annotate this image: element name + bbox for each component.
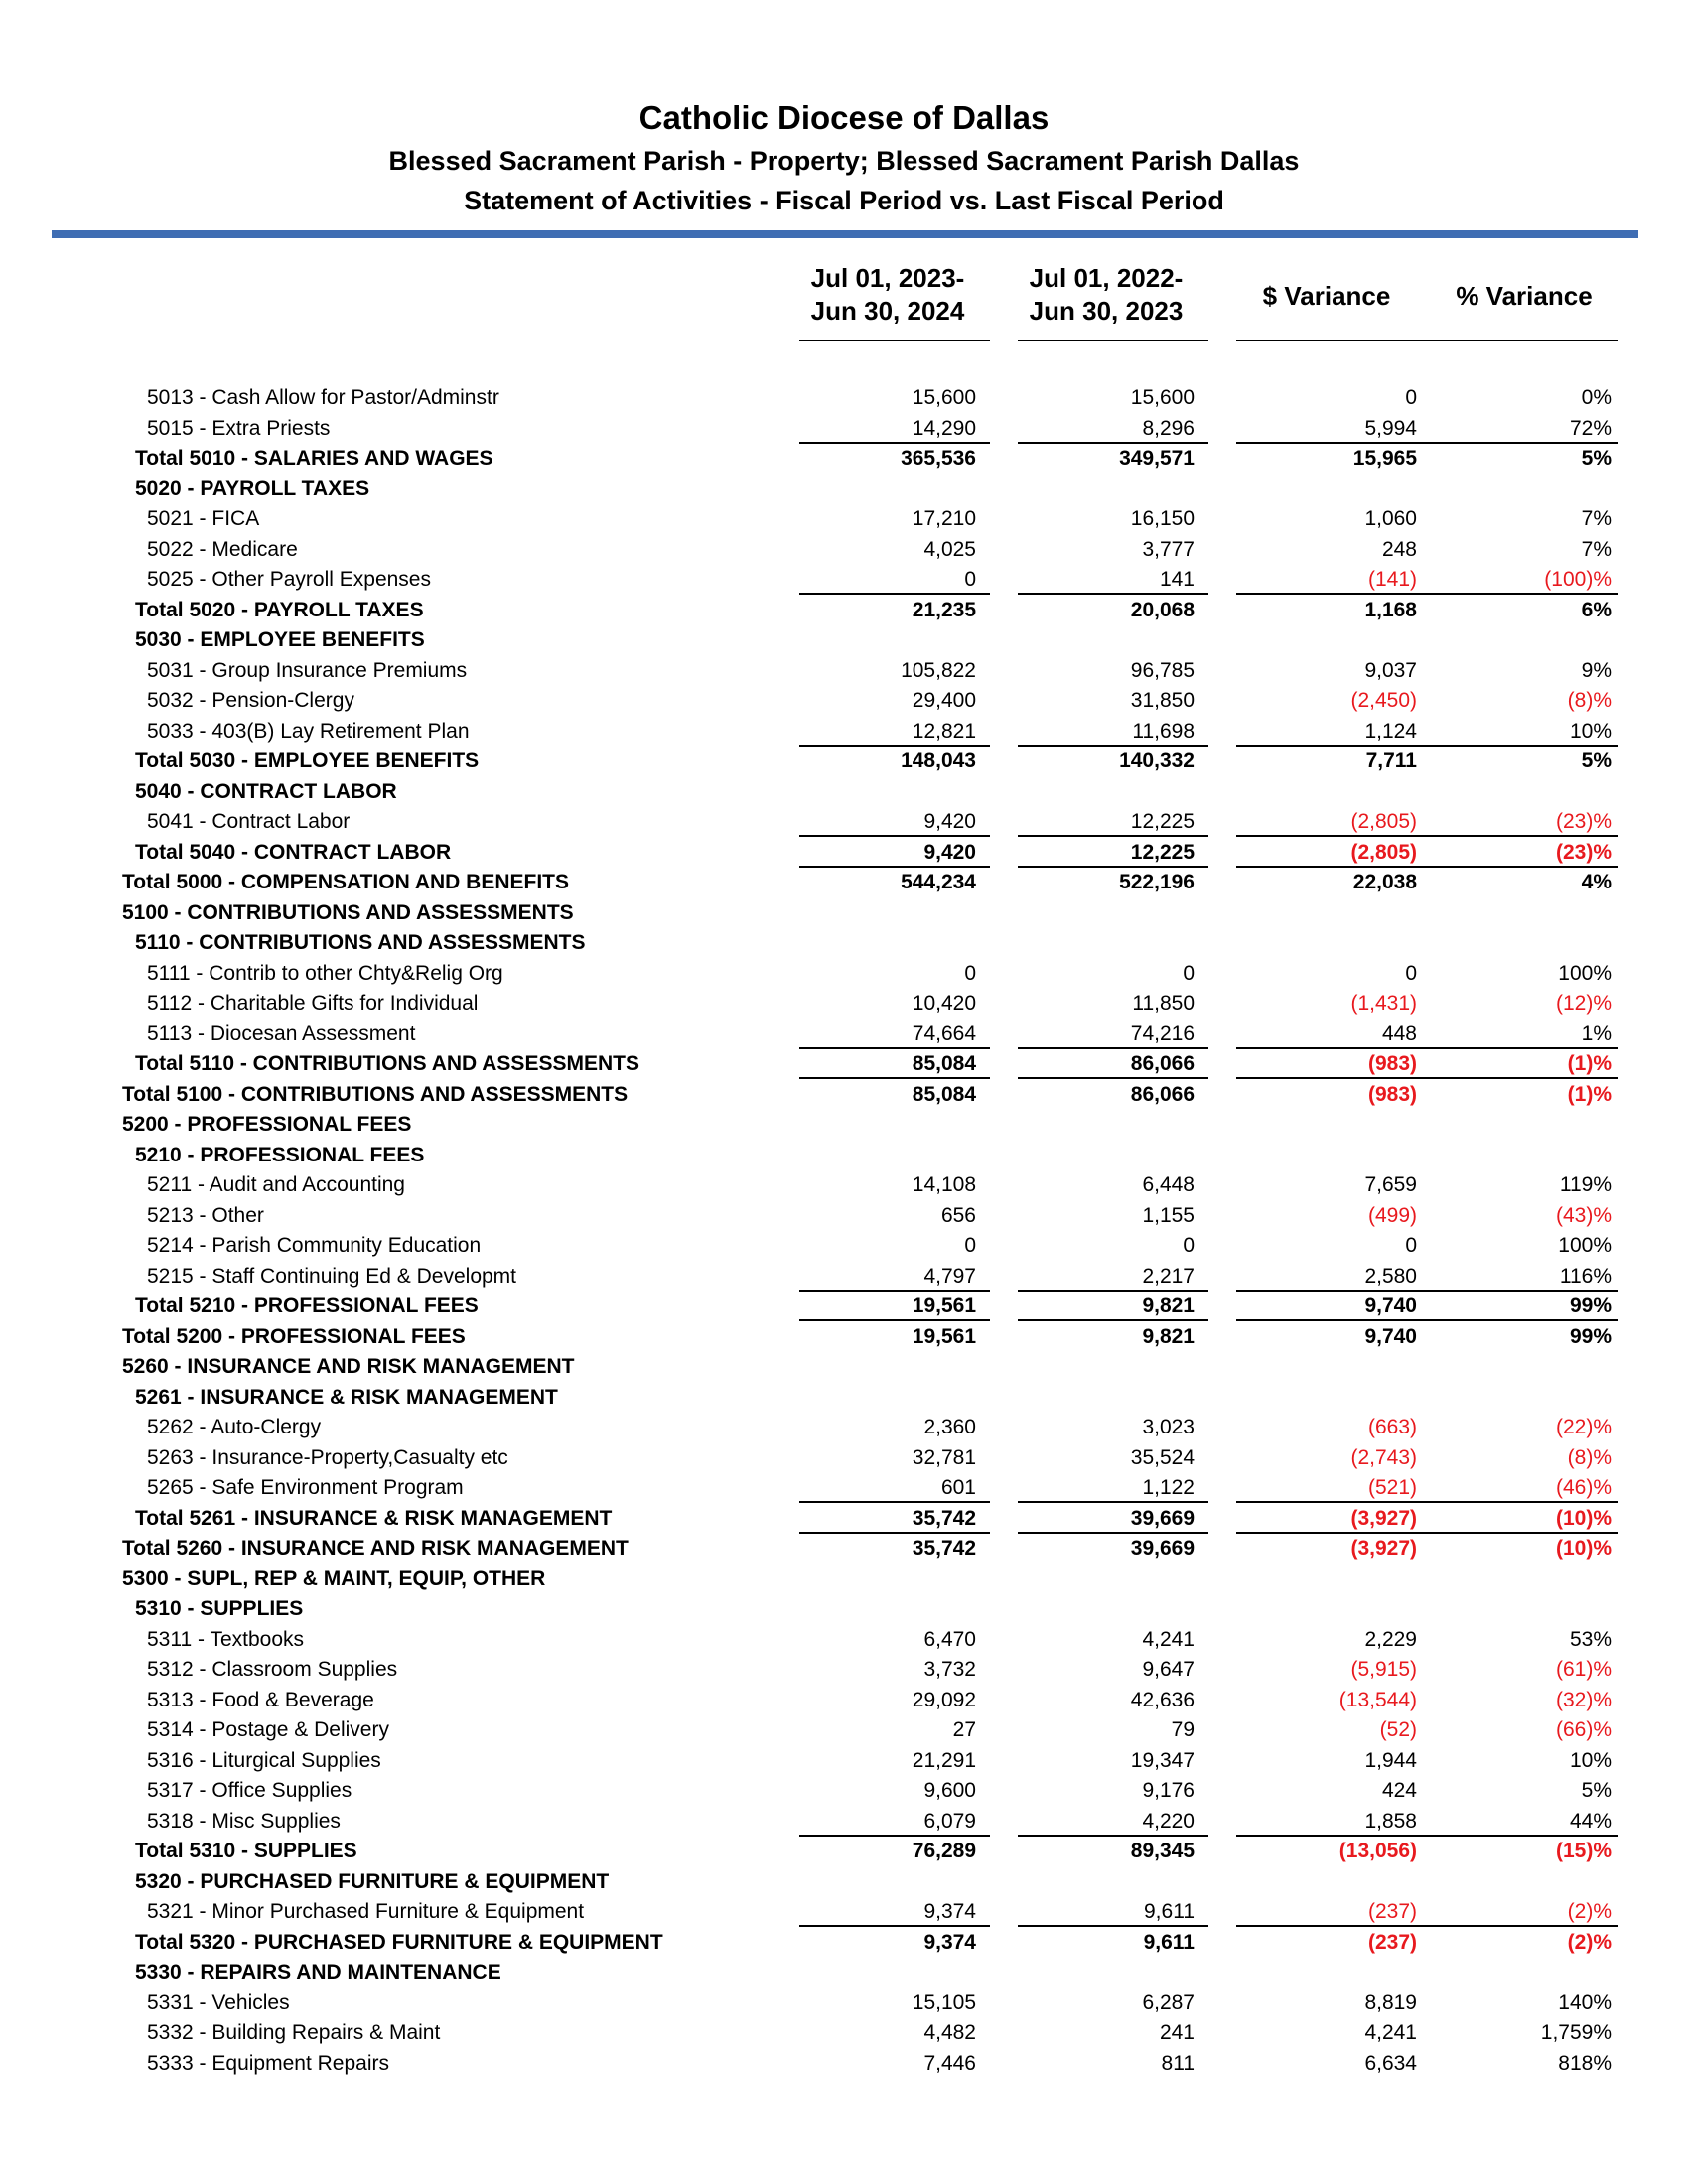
total-row: [0, 1504, 1688, 1535]
section-header-row: [0, 625, 1688, 656]
current-amount: 15,105: [912, 1990, 976, 2014]
prior-amount: 79: [1171, 1718, 1195, 1741]
row-label: 5215 - Staff Continuing Ed & Developmt: [147, 1264, 517, 1288]
pct-variance: (43)%: [1555, 1203, 1612, 1227]
dollar-variance: 22,038: [1352, 871, 1417, 893]
prior-amount: 86,066: [1130, 1052, 1195, 1075]
row-label: 5013 - Cash Allow for Pastor/Adminstr: [147, 386, 499, 409]
pct-variance: 7%: [1581, 507, 1612, 530]
pct-variance: (10)%: [1555, 1506, 1612, 1530]
dollar-variance: (1,431): [1350, 992, 1417, 1015]
pct-variance: (66)%: [1555, 1718, 1612, 1741]
dollar-variance: 9,037: [1364, 658, 1417, 682]
row-label: 5316 - Liturgical Supplies: [147, 1748, 381, 1772]
pct-variance: 99%: [1569, 1324, 1612, 1348]
dollar-variance: 6,634: [1364, 2051, 1417, 2075]
total-row: [0, 868, 1688, 898]
prior-amount: 1,155: [1142, 1203, 1195, 1227]
dollar-variance: (521): [1367, 1476, 1417, 1499]
pct-variance: 1,759%: [1540, 2021, 1612, 2044]
dollar-variance: 1,124: [1364, 719, 1417, 743]
current-amount: 35,742: [912, 1506, 976, 1530]
line-item-row: [0, 959, 1688, 990]
current-amount: 4,482: [923, 2021, 976, 2044]
pct-variance: (100)%: [1544, 568, 1612, 591]
line-item-row: [0, 1715, 1688, 1746]
dollar-variance: (3,927): [1350, 1537, 1417, 1560]
total-row: [0, 1928, 1688, 1959]
prior-amount: 6,448: [1142, 1173, 1195, 1196]
total-row: [0, 1837, 1688, 1867]
line-item-row: [0, 535, 1688, 566]
row-label: Total 5261 - INSURANCE & RISK MANAGEMENT: [135, 1506, 613, 1530]
column-header-rule: [799, 340, 990, 341]
dollar-variance: (663): [1367, 1416, 1417, 1438]
line-item-row: [0, 1201, 1688, 1232]
column-header-current-line1: Jul 01, 2023-: [810, 263, 965, 293]
pct-variance: 0%: [1581, 386, 1612, 409]
row-label: 5261 - INSURANCE & RISK MANAGEMENT: [135, 1385, 558, 1409]
pct-variance: (23)%: [1555, 810, 1612, 833]
prior-amount: 12,225: [1130, 810, 1195, 833]
prior-amount: 15,600: [1130, 386, 1195, 409]
row-label: Total 5010 - SALARIES AND WAGES: [135, 447, 493, 470]
row-label: 5025 - Other Payroll Expenses: [147, 568, 431, 591]
current-amount: 544,234: [901, 871, 976, 893]
prior-amount: 16,150: [1130, 507, 1195, 530]
column-header-current: [799, 262, 976, 328]
section-header-row: [0, 777, 1688, 808]
row-label: Total 5320 - PURCHASED FURNITURE & EQUIPMENT: [135, 1930, 663, 1954]
prior-amount: 1,122: [1142, 1476, 1195, 1499]
current-amount: 27: [952, 1718, 976, 1741]
row-label: 5333 - Equipment Repairs: [147, 2051, 389, 2075]
pct-variance: (1)%: [1567, 1052, 1612, 1075]
row-label: 5262 - Auto-Clergy: [147, 1416, 322, 1438]
prior-amount: 9,611: [1144, 1900, 1195, 1923]
prior-amount: 3,023: [1142, 1416, 1195, 1438]
pct-variance: (15)%: [1555, 1840, 1612, 1862]
line-item-row: [0, 989, 1688, 1020]
report-name: Statement of Activities - Fiscal Period vs. Last Fiscal Period: [464, 186, 1224, 215]
current-amount: 601: [940, 1476, 976, 1499]
section-header-row: [0, 1594, 1688, 1625]
line-item-row: [0, 504, 1688, 535]
pct-variance: 10%: [1569, 1748, 1612, 1772]
prior-amount: 11,698: [1132, 719, 1195, 743]
total-row: [0, 1322, 1688, 1353]
row-label: 5032 - Pension-Clergy: [147, 689, 354, 712]
section-header-row: [0, 1383, 1688, 1414]
dollar-variance: (13,056): [1338, 1840, 1417, 1862]
dollar-variance: (2,743): [1350, 1445, 1417, 1469]
row-label: 5214 - Parish Community Education: [147, 1234, 482, 1257]
dollar-variance: 1,060: [1364, 507, 1417, 530]
dollar-variance: 2,229: [1364, 1627, 1417, 1651]
column-header-prior: [1018, 262, 1195, 328]
line-item-row: [0, 1262, 1688, 1293]
row-label: Total 5310 - SUPPLIES: [135, 1840, 357, 1862]
dollar-variance: (237): [1367, 1930, 1417, 1954]
line-item-row: [0, 1413, 1688, 1443]
current-amount: 19,561: [912, 1295, 976, 1317]
dollar-variance: 8,819: [1364, 1990, 1417, 2014]
line-item-row: [0, 1988, 1688, 2019]
row-label: 5022 - Medicare: [147, 537, 298, 561]
current-amount: 0: [964, 1234, 976, 1257]
prior-amount: 86,066: [1130, 1082, 1195, 1106]
row-label: 5213 - Other: [147, 1203, 264, 1227]
current-amount: 76,289: [912, 1840, 976, 1862]
column-header-rule: [1018, 340, 1208, 341]
dollar-variance: (52): [1379, 1718, 1417, 1741]
prior-amount: 96,785: [1130, 658, 1195, 682]
current-amount: 14,290: [912, 416, 976, 440]
row-label: Total 5200 - PROFESSIONAL FEES: [122, 1324, 466, 1348]
total-row: [0, 444, 1688, 475]
line-item-row: [0, 717, 1688, 748]
prior-amount: 4,220: [1142, 1809, 1195, 1833]
pct-variance: 5%: [1581, 1779, 1612, 1802]
dollar-variance: (499): [1367, 1203, 1417, 1227]
prior-amount: 89,345: [1130, 1840, 1195, 1862]
dollar-variance: 7,659: [1364, 1173, 1417, 1196]
row-label: 5263 - Insurance-Property,Casualty etc: [147, 1445, 508, 1469]
pct-variance: (23)%: [1555, 840, 1612, 864]
pct-variance: 140%: [1558, 1990, 1612, 2014]
prior-amount: 9,821: [1142, 1295, 1195, 1317]
pct-variance: 116%: [1559, 1264, 1612, 1288]
prior-amount: 9,611: [1143, 1930, 1195, 1954]
current-amount: 74,664: [912, 1022, 976, 1045]
current-amount: 656: [940, 1203, 976, 1227]
line-item-row: [0, 383, 1688, 414]
line-item-row: [0, 565, 1688, 596]
prior-amount: 19,347: [1130, 1748, 1195, 1772]
line-item-row: [0, 1686, 1688, 1716]
pct-variance: 1%: [1581, 1022, 1612, 1045]
current-amount: 4,797: [923, 1264, 976, 1288]
total-row: [0, 596, 1688, 626]
current-amount: 17,210: [912, 507, 976, 530]
pct-variance: (1)%: [1567, 1082, 1612, 1106]
pct-variance: 72%: [1569, 416, 1612, 440]
current-amount: 85,084: [912, 1052, 976, 1075]
line-item-row: [0, 414, 1688, 445]
total-row: [0, 1080, 1688, 1111]
dollar-variance: (3,927): [1350, 1506, 1417, 1530]
row-label: 5314 - Postage & Delivery: [147, 1718, 389, 1741]
row-label: Total 5210 - PROFESSIONAL FEES: [135, 1295, 479, 1317]
row-label: Total 5100 - CONTRIBUTIONS AND ASSESSMENTS: [122, 1082, 629, 1106]
dollar-variance: 2,580: [1364, 1264, 1417, 1288]
dollar-variance: 1,944: [1364, 1748, 1417, 1772]
total-row: [0, 1534, 1688, 1565]
row-label: 5318 - Misc Supplies: [147, 1809, 341, 1833]
current-amount: 29,092: [912, 1688, 976, 1711]
line-item-row: [0, 1231, 1688, 1262]
line-item-row: [0, 2049, 1688, 2080]
pct-variance: 100%: [1558, 1234, 1612, 1257]
line-item-row: [0, 1020, 1688, 1050]
line-item-row: [0, 656, 1688, 687]
dollar-variance: (141): [1367, 568, 1417, 591]
prior-amount: 0: [1183, 1234, 1195, 1257]
section-header-row: [0, 1565, 1688, 1595]
current-amount: 365,536: [901, 447, 976, 470]
dollar-variance: (237): [1367, 1900, 1417, 1923]
section-header-row: [0, 475, 1688, 505]
pct-variance: (12)%: [1555, 992, 1612, 1015]
row-label: 5300 - SUPL, REP & MAINT, EQUIP, OTHER: [122, 1567, 546, 1590]
current-amount: 29,400: [912, 689, 976, 712]
prior-amount: 3,777: [1142, 537, 1195, 561]
total-row: [0, 747, 1688, 777]
dollar-variance: 1,168: [1364, 598, 1417, 621]
row-label: 5113 - Diocesan Assessment: [147, 1022, 416, 1045]
section-header-row: [0, 1352, 1688, 1383]
current-amount: 7,446: [923, 2051, 976, 2075]
pct-variance: 4%: [1581, 871, 1612, 893]
pct-variance: 5%: [1581, 447, 1612, 470]
row-label: 5200 - PROFESSIONAL FEES: [122, 1113, 412, 1136]
prior-amount: 141: [1159, 568, 1195, 591]
row-label: 5320 - PURCHASED FURNITURE & EQUIPMENT: [135, 1869, 610, 1893]
pct-variance: (2)%: [1567, 1930, 1612, 1954]
dollar-variance: 15,965: [1352, 447, 1417, 470]
line-item-row: [0, 1473, 1688, 1504]
current-amount: 3,732: [923, 1658, 976, 1681]
row-label: 5015 - Extra Priests: [147, 416, 331, 440]
dollar-variance: 448: [1381, 1022, 1417, 1045]
current-amount: 9,374: [923, 1930, 976, 1954]
current-amount: 4,025: [923, 537, 976, 561]
current-amount: 12,821: [912, 719, 976, 743]
row-label: Total 5040 - CONTRACT LABOR: [135, 840, 452, 864]
row-label: 5311 - Textbooks: [147, 1627, 304, 1651]
prior-amount: 0: [1183, 961, 1195, 985]
prior-amount: 349,571: [1119, 447, 1195, 470]
current-amount: 19,561: [912, 1324, 976, 1348]
dollar-variance: 7,711: [1365, 750, 1417, 772]
line-item-row: [0, 1625, 1688, 1656]
total-row: [0, 838, 1688, 869]
row-label: 5111 - Contrib to other Chty&Relig Org: [147, 961, 503, 985]
row-label: Total 5030 - EMPLOYEE BENEFITS: [135, 750, 480, 772]
prior-amount: 35,524: [1130, 1445, 1195, 1469]
current-amount: 2,360: [923, 1416, 976, 1438]
current-amount: 21,235: [912, 598, 976, 621]
report-entity-subtitle: Blessed Sacrament Parish - Property; Blessed Sacrament Parish Dallas: [388, 146, 1300, 176]
pct-variance: (61)%: [1555, 1658, 1612, 1681]
dollar-variance: 1,858: [1364, 1809, 1417, 1833]
row-label: Total 5000 - COMPENSATION AND BENEFITS: [122, 871, 569, 893]
row-label: Total 5110 - CONTRIBUTIONS AND ASSESSMENTS: [135, 1052, 639, 1075]
pct-variance: 44%: [1569, 1809, 1612, 1833]
row-label: 5110 - CONTRIBUTIONS AND ASSESSMENTS: [135, 931, 586, 954]
pct-variance: (8)%: [1567, 1445, 1612, 1469]
current-amount: 6,079: [923, 1809, 976, 1833]
pct-variance: 5%: [1581, 750, 1612, 772]
current-amount: 9,600: [923, 1779, 976, 1802]
pct-variance: (2)%: [1567, 1900, 1612, 1923]
row-label: 5041 - Contract Labor: [147, 810, 351, 833]
prior-amount: 9,176: [1142, 1779, 1195, 1802]
pct-variance: 10%: [1569, 719, 1612, 743]
row-label: 5031 - Group Insurance Premiums: [147, 658, 468, 682]
prior-amount: 11,850: [1132, 992, 1195, 1015]
line-item-row: [0, 1897, 1688, 1928]
section-header-row: [0, 1958, 1688, 1988]
current-amount: 85,084: [912, 1082, 976, 1106]
line-item-row: [0, 1170, 1688, 1201]
line-item-row: [0, 1807, 1688, 1838]
dollar-variance: 4,241: [1364, 2021, 1417, 2044]
row-label: 5321 - Minor Purchased Furniture & Equipment: [147, 1900, 585, 1923]
dollar-variance: (983): [1367, 1082, 1417, 1106]
prior-amount: 8,296: [1142, 416, 1195, 440]
section-header-row: [0, 1141, 1688, 1171]
row-label: 5021 - FICA: [147, 507, 260, 530]
row-label: 5260 - INSURANCE AND RISK MANAGEMENT: [122, 1355, 575, 1378]
dollar-variance: (13,544): [1338, 1688, 1417, 1711]
row-label: 5040 - CONTRACT LABOR: [135, 779, 397, 803]
line-item-row: [0, 686, 1688, 717]
prior-amount: 140,332: [1119, 750, 1195, 772]
row-label: Total 5020 - PAYROLL TAXES: [135, 598, 424, 621]
current-amount: 9,420: [923, 840, 976, 864]
pct-variance: (46)%: [1555, 1476, 1612, 1499]
dollar-variance: (2,805): [1350, 810, 1417, 833]
line-item-row: [0, 2018, 1688, 2049]
pct-variance: 53%: [1569, 1627, 1612, 1651]
dollar-variance: (2,450): [1350, 689, 1417, 712]
current-amount: 21,291: [912, 1748, 976, 1772]
row-label: 5313 - Food & Beverage: [147, 1688, 374, 1711]
column-header-rule: [1236, 340, 1618, 341]
pct-variance: 6%: [1581, 598, 1612, 621]
row-label: 5112 - Charitable Gifts for Individual: [147, 992, 479, 1015]
prior-amount: 522,196: [1119, 871, 1195, 893]
pct-variance: 99%: [1569, 1295, 1612, 1317]
pct-variance: 100%: [1558, 961, 1612, 985]
section-header-row: [0, 1110, 1688, 1141]
column-header-current-line2: Jun 30, 2024: [810, 296, 965, 326]
pct-variance: (22)%: [1555, 1416, 1612, 1438]
current-amount: 35,742: [912, 1537, 976, 1560]
pct-variance: 7%: [1581, 537, 1612, 561]
column-header-prior-line2: Jun 30, 2023: [1029, 296, 1184, 326]
dollar-variance: 9,740: [1364, 1324, 1417, 1348]
dollar-variance: 0: [1405, 1234, 1417, 1257]
dollar-variance: 0: [1405, 386, 1417, 409]
prior-amount: 9,821: [1142, 1324, 1195, 1348]
current-amount: 0: [964, 961, 976, 985]
prior-amount: 6,287: [1142, 1990, 1195, 2014]
row-label: 5100 - CONTRIBUTIONS AND ASSESSMENTS: [122, 900, 574, 924]
prior-amount: 20,068: [1130, 598, 1195, 621]
row-label: 5210 - PROFESSIONAL FEES: [135, 1143, 425, 1166]
column-header-pct-variance: % Variance: [1456, 281, 1593, 311]
current-amount: 32,781: [912, 1445, 976, 1469]
line-item-row: [0, 1746, 1688, 1777]
row-label: 5312 - Classroom Supplies: [147, 1658, 398, 1681]
row-label: 5317 - Office Supplies: [147, 1779, 352, 1802]
current-amount: 0: [964, 568, 976, 591]
row-label: 5265 - Safe Environment Program: [147, 1476, 464, 1499]
prior-amount: 39,669: [1130, 1537, 1195, 1560]
pct-variance: 818%: [1558, 2051, 1612, 2075]
column-header-dollar-variance: $ Variance: [1262, 281, 1391, 311]
row-label: 5211 - Audit and Accounting: [147, 1173, 405, 1196]
dollar-variance: (983): [1367, 1052, 1417, 1075]
row-label: 5331 - Vehicles: [147, 1990, 290, 2014]
total-row: [0, 1292, 1688, 1322]
dollar-variance: (5,915): [1350, 1658, 1417, 1681]
pct-variance: 9%: [1581, 658, 1612, 682]
row-label: 5020 - PAYROLL TAXES: [135, 477, 370, 500]
section-header-row: [0, 928, 1688, 959]
prior-amount: 39,669: [1130, 1506, 1195, 1530]
row-label: 5332 - Building Repairs & Maint: [147, 2021, 441, 2044]
current-amount: 10,420: [912, 992, 976, 1015]
dollar-variance: 5,994: [1364, 416, 1417, 440]
current-amount: 9,420: [923, 810, 976, 833]
row-label: 5033 - 403(B) Lay Retirement Plan: [147, 719, 470, 743]
prior-amount: 74,216: [1130, 1022, 1195, 1045]
current-amount: 105,822: [901, 658, 976, 682]
report-org-title: Catholic Diocese of Dallas: [638, 99, 1050, 136]
pct-variance: (10)%: [1555, 1537, 1612, 1560]
line-item-row: [0, 1655, 1688, 1686]
row-label: 5030 - EMPLOYEE BENEFITS: [135, 628, 425, 651]
pct-variance: 119%: [1559, 1173, 1612, 1196]
row-label: 5330 - REPAIRS AND MAINTENANCE: [135, 1961, 501, 1983]
prior-amount: 9,647: [1142, 1658, 1195, 1681]
header-divider: [52, 230, 1638, 238]
pct-variance: (32)%: [1555, 1688, 1612, 1711]
dollar-variance: 248: [1381, 537, 1417, 561]
current-amount: 6,470: [923, 1627, 976, 1651]
line-item-row: [0, 1443, 1688, 1474]
current-amount: 148,043: [901, 750, 976, 772]
prior-amount: 31,850: [1130, 689, 1195, 712]
prior-amount: 12,225: [1130, 840, 1195, 864]
current-amount: 14,108: [912, 1173, 976, 1196]
prior-amount: 42,636: [1130, 1688, 1195, 1711]
dollar-variance: (2,805): [1350, 840, 1417, 864]
dollar-variance: 424: [1381, 1779, 1417, 1802]
section-header-row: [0, 1867, 1688, 1898]
section-header-row: [0, 898, 1688, 929]
prior-amount: 811: [1161, 2051, 1195, 2075]
pct-variance: (8)%: [1567, 689, 1612, 712]
current-amount: 15,600: [912, 386, 976, 409]
dollar-variance: 0: [1405, 961, 1417, 985]
prior-amount: 2,217: [1142, 1264, 1195, 1288]
row-label: Total 5260 - INSURANCE AND RISK MANAGEMENT: [122, 1537, 629, 1560]
current-amount: 9,374: [923, 1900, 976, 1923]
column-header-prior-line1: Jul 01, 2022-: [1029, 263, 1184, 293]
row-label: 5310 - SUPPLIES: [135, 1597, 304, 1620]
line-item-row: [0, 1776, 1688, 1807]
total-row: [0, 1049, 1688, 1080]
dollar-variance: 9,740: [1364, 1295, 1417, 1317]
prior-amount: 241: [1159, 2021, 1195, 2044]
prior-amount: 4,241: [1142, 1627, 1195, 1651]
line-item-row: [0, 807, 1688, 838]
